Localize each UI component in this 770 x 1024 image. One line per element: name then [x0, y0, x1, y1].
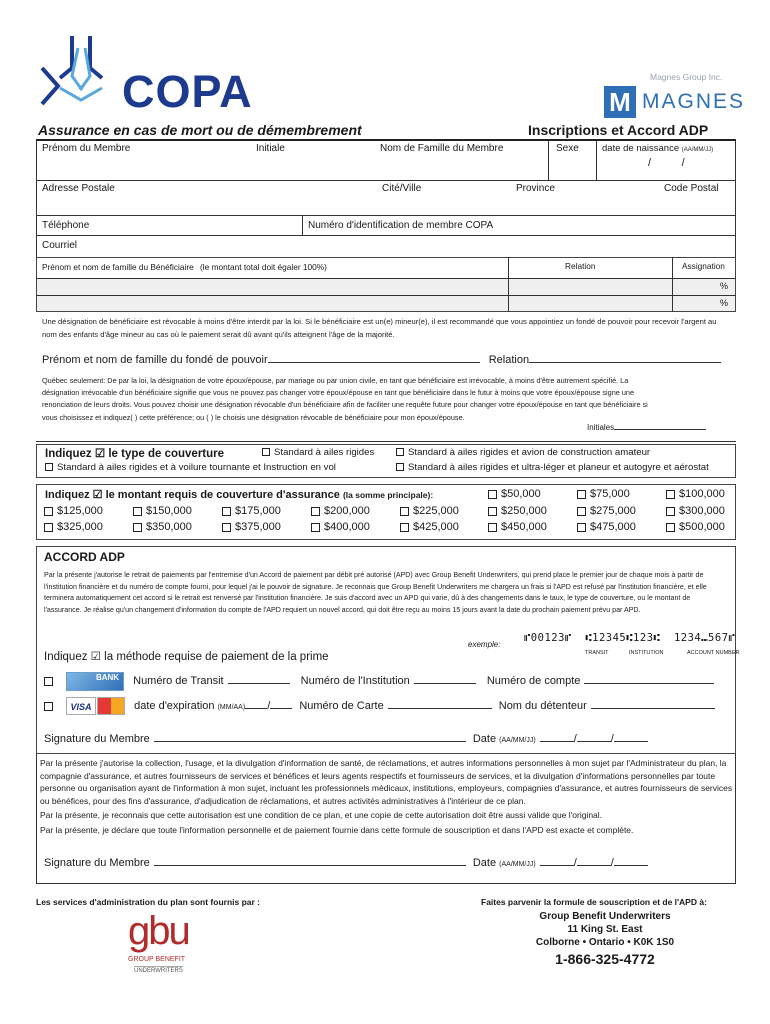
- amount-option-label: $425,000: [413, 521, 459, 533]
- amount-option[interactable]: [311, 521, 370, 533]
- amount-option-label: $350,000: [146, 521, 192, 533]
- grid-line: [735, 140, 736, 258]
- form-title-right: Inscriptions et Accord ADP: [528, 122, 709, 138]
- section-divider: [36, 883, 736, 884]
- adp-date-label: Date: [472, 733, 497, 745]
- amount-option[interactable]: [133, 505, 192, 517]
- beneficiary-row-1[interactable]: [37, 279, 735, 295]
- checkbox[interactable]: [396, 463, 404, 471]
- grid-line: [508, 279, 509, 312]
- visa-icon: [66, 697, 96, 715]
- quebec-line-3: renonciation de leurs droits. Vous pouvez choisir une désignation révocable d'un bénéficiaire afin de faciliter une requête future pour changer votre époux/épouse en tant que bénéficiaire si: [42, 400, 648, 410]
- checkbox[interactable]: [577, 507, 586, 516]
- checkbox[interactable]: [577, 523, 586, 532]
- magnes-logo-letter: M: [604, 86, 636, 118]
- checkbox[interactable]: [488, 490, 497, 499]
- mastercard-icon: [97, 697, 125, 715]
- amount-option[interactable]: [488, 488, 541, 500]
- last-name-field[interactable]: Nom de Famille du Membre: [380, 143, 504, 154]
- amount-option[interactable]: [577, 521, 636, 533]
- grid-line: [36, 215, 736, 216]
- consent-paragraph-2: Par la présente, je reconnais que cette autorisation est une condition de ce plan, et une copie de cette autorisation doit être aussi valide que l'original.: [40, 810, 603, 820]
- amount-option-label: $225,000: [413, 505, 459, 517]
- amount-option-label: $375,000: [235, 521, 281, 533]
- institution-label: Numéro de l'Institution: [300, 675, 410, 688]
- amount-option[interactable]: [44, 505, 103, 517]
- checkbox[interactable]: [44, 677, 53, 686]
- checkbox[interactable]: [133, 523, 142, 532]
- sex-field[interactable]: Sexe: [556, 143, 579, 154]
- amount-option-label: $450,000: [501, 521, 547, 533]
- adp-signature-line[interactable]: Signature du Membre Date (AA/MM/JJ) / /: [44, 733, 734, 745]
- phone-field[interactable]: Téléphone: [42, 220, 90, 231]
- grid-line: [36, 754, 37, 884]
- title-divider: [36, 139, 736, 141]
- amount-option[interactable]: [577, 505, 636, 517]
- admin-provider-heading: Les services d'administration du plan sont fournis par :: [36, 897, 261, 907]
- adp-signature-label: Signature du Membre: [44, 733, 150, 745]
- address-field[interactable]: Adresse Postale: [42, 183, 115, 194]
- amount-option[interactable]: [488, 521, 547, 533]
- email-field[interactable]: Courriel: [42, 240, 78, 251]
- checkbox[interactable]: [488, 523, 497, 532]
- holder-label: Nom du détenteur: [498, 699, 587, 712]
- coverage-amount-note: (la somme principale):: [342, 490, 434, 500]
- coverage-type-opt3[interactable]: [45, 462, 336, 473]
- quebec-line-1: Québec seulement: De par la loi, la désignation de votre époux/épouse, par mariage ou par union civile, en tant que bénéficiaire est irrévocable, à moins d'être autrement spécifié. La: [42, 376, 629, 385]
- copa-id-field[interactable]: Numéro d'identification de membre COPA: [308, 220, 494, 231]
- amount-option[interactable]: [222, 521, 281, 533]
- copa-wordmark: COPA: [122, 66, 253, 117]
- account-caption: ACCOUNT NUMBER: [687, 650, 740, 656]
- consent-signature-line[interactable]: Signature du Membre Date (AA/MM/JJ) / /: [44, 857, 734, 869]
- dob-format: (AA/MM/JJ): [681, 147, 714, 153]
- amount-option-label: $475,000: [590, 521, 636, 533]
- amount-option-label: $275,000: [590, 505, 636, 517]
- checkbox[interactable]: [400, 523, 409, 532]
- checkbox[interactable]: [396, 448, 404, 456]
- checkbox[interactable]: [577, 490, 586, 499]
- gbu-sub: UNDERWRITERS: [134, 968, 183, 974]
- coverage-type-opt1[interactable]: [262, 447, 374, 458]
- amount-option[interactable]: [666, 521, 725, 533]
- expiry-label: date d'expiration: [134, 699, 215, 712]
- payment-method-heading: Indiquez ☑ la méthode requise de paiement de la prime: [44, 651, 329, 663]
- expiry-format: (MM/AA): [217, 703, 246, 711]
- checkbox[interactable]: [262, 448, 270, 456]
- checkbox[interactable]: [311, 507, 320, 516]
- checkbox[interactable]: [44, 507, 53, 516]
- checkbox[interactable]: [666, 507, 675, 516]
- form-title-left: Assurance en cas de mort ou de démembrement: [38, 122, 362, 138]
- coverage-amount-heading-label: Indiquez ☑ le montant requis de couverture d'assurance: [45, 489, 340, 501]
- beneficiary-row-2-percent: %: [720, 298, 729, 308]
- adp-heading: ACCORD ADP: [44, 550, 125, 564]
- coverage-type-opt4-label: Standard à ailes rigides et ultra-léger et planeur et autogyre et aérostat: [408, 462, 709, 473]
- amount-option[interactable]: [311, 505, 370, 517]
- amount-option[interactable]: [133, 521, 192, 533]
- institution-caption: INSTITUTION: [629, 650, 664, 656]
- bank-icon: [66, 672, 124, 691]
- checkbox[interactable]: [44, 702, 53, 711]
- grid-line: [36, 235, 736, 236]
- send-to-heading: Faites parvenir la formule de souscription et de l'APD à:: [481, 897, 707, 907]
- amount-option-label: $500,000: [679, 521, 725, 533]
- coverage-type-opt4[interactable]: [396, 462, 709, 473]
- example-label: exemple:: [468, 640, 501, 649]
- beneficiary-assignation-header: Assignation: [682, 261, 725, 271]
- amount-option[interactable]: [400, 505, 459, 517]
- quebec-notice: [42, 375, 732, 424]
- initials-field[interactable]: [587, 423, 706, 432]
- quebec-line-2: désignation irrévocable d'un bénéficiaire signifie que vous ne pouvez pas changer votre époux/épouse en tant que bénéficiaire dans le futur à moins que votre époux/épouse signe une: [42, 388, 635, 398]
- adp-paragraph: Par la présente j'autorise le retrait de paiements par l'entremise d'un Accord de paiement par débit pré autorisé (APD) avec Group Benefit Underwriters, qui prend place le premier jour de chaque mois à partir de l'institution financière et du numéro de compte fourni, pour lequel j'ai le pouvoir de signature. Je reconnais que Group Benefit Underwriters me chargera un frais si l'APD est refusé par l'institution financière, et elle terminera automatiquement cet accord si le retrait est renversé par l'institution financière. Je suis d'accord avec un APD qui varie, dû à des changements dans le taux, le type de couverture, ou le montant de l'assurance. Je réalise qu'un changement d'information du compte de l'APD requiert un nouvel accord, qui doit être reçu au moins 15 jours avant la date du prochain paiement prévu par APD.: [44, 571, 707, 614]
- checkbox[interactable]: [666, 490, 675, 499]
- checkbox[interactable]: [44, 523, 53, 532]
- amount-option[interactable]: [666, 505, 725, 517]
- amount-option-label: $75,000: [590, 488, 630, 500]
- beneficiary-relation-header: Relation: [565, 261, 596, 271]
- coverage-type-opt2[interactable]: [396, 447, 650, 458]
- checkbox[interactable]: [133, 507, 142, 516]
- company-street: 11 King St. East: [567, 924, 643, 935]
- amount-option-label: $250,000: [501, 505, 547, 517]
- amount-option[interactable]: [577, 488, 630, 500]
- checkbox[interactable]: [45, 463, 53, 471]
- dob-field[interactable]: [602, 143, 713, 154]
- city-field[interactable]: Cité/Ville: [382, 183, 422, 194]
- beneficiary-name-note: (le montant total doit égaler 100%): [200, 262, 327, 272]
- coverage-type-opt1-label: Standard à ailes rigides: [274, 447, 375, 458]
- beneficiary-row-2[interactable]: [37, 296, 735, 311]
- coverage-type-opt2-label: Standard à ailes rigides et avion de construction amateur: [408, 447, 651, 458]
- initials-label: Initiales: [587, 423, 615, 432]
- visa-icon-label: VISA: [70, 702, 92, 712]
- trustee-label: Prénom et nom de famille du fondé de pouvoir: [42, 354, 268, 366]
- consent-paragraph-3: Par la présente, je déclare que toute l'information personnelle et de paiement fournie dans cette formule de souscription et dans l'APD est exacte et complète.: [40, 825, 634, 835]
- amount-option[interactable]: [44, 521, 103, 533]
- gbu-letters: gbu: [128, 909, 189, 953]
- trustee-line[interactable]: [42, 354, 732, 366]
- amount-option[interactable]: [400, 521, 459, 533]
- section-divider: [36, 441, 736, 442]
- beneficiary-name-header: [42, 262, 327, 272]
- amount-option[interactable]: [222, 505, 281, 517]
- first-name-field[interactable]: Prénom du Membre: [42, 143, 131, 154]
- beneficiary-paragraph: Une désignation de bénéficiaire est révocable à moins d'être interdit par la loi. Si le bénéficiaire est un(e) mineur(e), il est recommandé que vous appointiez un fondé de pouvoir pour recevoir l'argent au nom des enfants d'âge mineur au cas où le paiement serait dû avant qu'ils atteignent l'âge de la majorité.: [42, 317, 717, 339]
- amount-option-label: $175,000: [235, 505, 281, 517]
- dob-slashes: / /: [648, 157, 685, 169]
- card-number-label: Numéro de Carte: [299, 699, 384, 712]
- copa-logo: [30, 28, 270, 118]
- grid-line: [36, 180, 736, 181]
- checkbox[interactable]: [222, 507, 231, 516]
- consent-signature-label: Signature du Membre: [44, 857, 150, 869]
- micr-line: ⑈00123⑈ ⑆12345⑆123⑆ 1234⑉567⑈: [524, 632, 736, 644]
- bank-icon-label: BANK: [95, 673, 120, 682]
- checkbox[interactable]: [311, 523, 320, 532]
- card-option[interactable]: VISA date d'expiration (MM/AA) / Numéro de Carte Nom du détenteur: [44, 697, 734, 715]
- magnes-logo: [604, 86, 746, 118]
- grid-line: [672, 279, 673, 312]
- quebec-line-4: vous choisissez et indiquez( ) cette préférence; ou ( ) le choisis une désignation révocable de bénéficiaire pour mon époux/épouse.: [42, 412, 465, 422]
- checkbox[interactable]: [400, 507, 409, 516]
- checkbox[interactable]: [666, 523, 675, 532]
- amount-option[interactable]: [666, 488, 725, 500]
- company-phone: 1-866-325-4772: [555, 951, 655, 967]
- bank-option[interactable]: [44, 672, 734, 691]
- magnes-logo-word: MAGNES: [642, 90, 746, 113]
- company-name: Group Benefit Underwriters: [539, 911, 671, 922]
- initial-field[interactable]: Initiale: [256, 143, 285, 154]
- coverage-type-opt3-label: Standard à ailes rigides et à voilure tournante et Instruction en vol: [57, 462, 336, 473]
- coverage-type-heading: Indiquez ☑ le type de couverture: [45, 448, 225, 460]
- amount-option-label: $400,000: [324, 521, 370, 533]
- grid-line: [596, 140, 597, 180]
- grid-line: [548, 140, 549, 180]
- beneficiary-row-1-percent: %: [720, 281, 729, 291]
- amount-option-label: $200,000: [324, 505, 370, 517]
- company-city: Colborne • Ontario • K0K 1S0: [535, 937, 675, 948]
- dob-label: date de naissance: [602, 143, 680, 154]
- coverage-amount-heading: [45, 488, 433, 501]
- grid-line: [302, 215, 303, 235]
- postal-field[interactable]: Code Postal: [664, 183, 719, 194]
- amount-option-label: $50,000: [501, 488, 541, 500]
- gbu-logo: [126, 910, 206, 985]
- amount-option-label: $125,000: [57, 505, 103, 517]
- grid-line: [735, 754, 736, 884]
- province-field[interactable]: Province: [516, 183, 555, 194]
- consent-date-format: (AA/MM/JJ): [499, 861, 536, 868]
- account-label: Numéro de compte: [486, 675, 581, 688]
- magnes-caption: Magnes Group Inc.: [650, 72, 723, 82]
- transit-label: Numéro de Transit: [133, 675, 224, 688]
- checkbox[interactable]: [222, 523, 231, 532]
- adp-date-format: (AA/MM/JJ): [499, 737, 536, 744]
- gbu-name: GROUP BENEFIT: [128, 956, 186, 963]
- amount-option-label: $325,000: [57, 521, 103, 533]
- trustee-relation-label: Relation: [488, 354, 530, 366]
- consent-paragraph-1: Par la présente j'autorise la collection, l'usage, et la divulgation d'information de santé, de réclamations, et autres informations personnelles à mon sujet par l'Administrateur du plan, la compagnie d'assurance, et autres fournisseurs de services et bénéfices et leurs agents respectifs et fournisseurs de services, et la divulgation d'informations personnelles par toute personne ou organisation ayant de l'information à mon sujet, incluant les professionnels médicaux, institutions, employeurs, compagnies d'assurance, et autres fournisseurs de services ou bénéfices, pour des fins d'assurance, d'adjudication de réclamations, et autres activités administratives à l'intérieur de ce plan.: [40, 758, 733, 806]
- amount-option-label: $100,000: [679, 488, 725, 500]
- transit-caption: TRANSIT: [585, 650, 609, 656]
- grid-line: [36, 140, 37, 258]
- amount-option-label: $150,000: [146, 505, 192, 517]
- beneficiary-name-label: Prénom et nom de famille du Bénéficiaire: [42, 262, 194, 272]
- amount-option-label: $300,000: [679, 505, 725, 517]
- consent-date-label: Date: [472, 857, 497, 869]
- amount-option[interactable]: [488, 505, 547, 517]
- checkbox[interactable]: [488, 507, 497, 516]
